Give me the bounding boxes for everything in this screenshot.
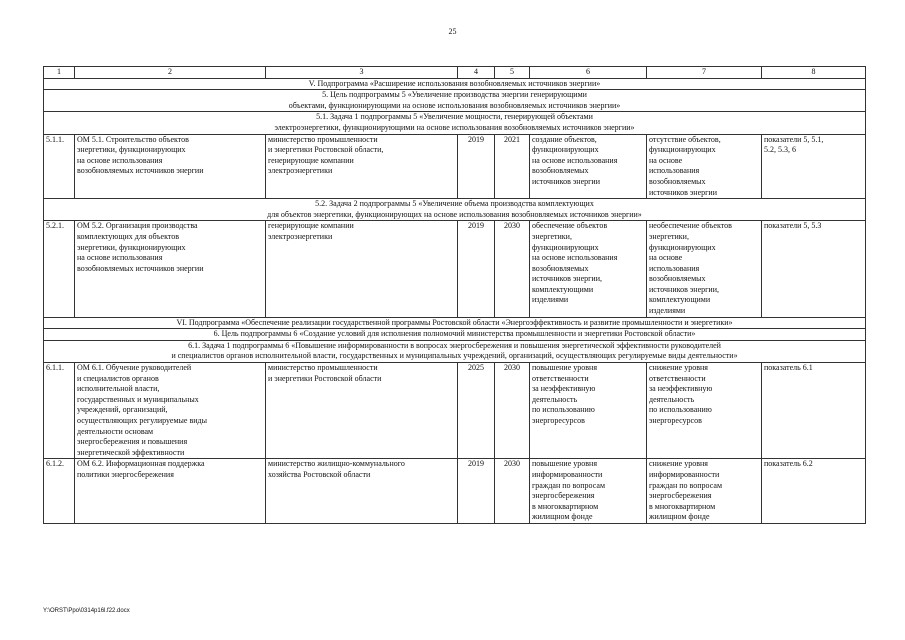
- header-cell: 2: [75, 67, 266, 79]
- start-year: 2019: [458, 221, 495, 317]
- start-year: 2025: [458, 363, 495, 459]
- subprogram5-goal-row: [44, 90, 866, 112]
- header-cell: 3: [266, 67, 458, 79]
- consequence: снижение уровня ответственности за неэффективную деятельность по использованию энергоресурсов: [647, 363, 762, 459]
- subprogram6-goal-row: [44, 329, 866, 341]
- row-number: 6.1.1.: [44, 363, 75, 459]
- end-year: 2030: [495, 363, 530, 459]
- indicators: показатель 6.1: [762, 363, 866, 459]
- header-row: [44, 67, 866, 79]
- subprogram5-goal: 5. Цель подпрограммы 5 «Увеличение производства энергии генерирующими объектами, функционирующими на основе использования возобновляемых источников энергии»: [44, 90, 866, 112]
- consequence: снижение уровня информированности граждан по вопросам энергосбережения в многоквартирном жилищном фонде: [647, 459, 762, 524]
- executor: генерирующие компании электроэнергетики: [266, 221, 458, 317]
- header-cell: 4: [458, 67, 495, 79]
- expected-result: обеспечение объектов энергетики, функционирующих на основе использования возобновляемых источников энергии, комплектующими изделиями: [530, 221, 647, 317]
- consequence: отсутствие объектов, функционирующих на основе использования возобновляемых источников энергии: [647, 134, 762, 199]
- subprogram6-task1: 6.1. Задача 1 подпрограммы 6 «Повышение информированности в вопросах энергосбережения и повышения энергетической эффективности руководителей и специалистов органов исполнительной власти, государственных и муниципальных учреждений, организаций, осуществляющих регулируемые виды деятельности»: [44, 340, 866, 362]
- subprogram5-task1: 5.1. Задача 1 подпрограммы 5 «Увеличение мощности, генерирующей объектами электроэнергетики, функционирующими на основе использования возобновляемых источников энергии»: [44, 112, 866, 134]
- header-cell: 7: [647, 67, 762, 79]
- expected-result: повышение уровня информированности граждан по вопросам энергосбережения в многоквартирном жилищном фонде: [530, 459, 647, 524]
- row-number: 6.1.2.: [44, 459, 75, 524]
- consequence: необеспечение объектов энергетики, функционирующих на основе использования возобновляемых источников энергии, комплектующими изделиями: [647, 221, 762, 317]
- expected-result: повышение уровня ответственности за неэффективную деятельность по использованию энергоресурсов: [530, 363, 647, 459]
- table-row: [44, 134, 866, 199]
- measure-name: ОМ 6.2. Информационная поддержка политики энергосбережения: [75, 459, 266, 524]
- subprogram5-title-row: [44, 78, 866, 90]
- measure-name: ОМ 6.1. Обучение руководителей и специалистов органов исполнительной власти, государственных и муниципальных учреждений, организаций, осуществляющих регулируемые виды деятельности основам энергосбережения и повышения энергетической эффективности: [75, 363, 266, 459]
- subprogram6-title: VI. Подпрограмма «Обеспечение реализации государственной программы Ростовской области «Энергоэффективность и развитие промышленности и энергетики»: [44, 317, 866, 329]
- executor: министерство промышленности и энергетики Ростовской области: [266, 363, 458, 459]
- end-year: 2030: [495, 459, 530, 524]
- header-cell: 6: [530, 67, 647, 79]
- subprogram5-task2: 5.2. Задача 2 подпрограммы 5 «Увеличение объема производства комплектующих для объектов энергетики, функционирующих на основе использования возобновляемых источников энергии»: [44, 199, 866, 221]
- table-row: [44, 459, 866, 524]
- header-cell: 5: [495, 67, 530, 79]
- row-number: 5.2.1.: [44, 221, 75, 317]
- executor: министерство промышленности и энергетики Ростовской области, генерирующие компании электроэнергетики: [266, 134, 458, 199]
- subprogram6-goal: 6. Цель подпрограммы 6 «Создание условий для исполнения полномочий министерства промышленности и энергетики Ростовской области»: [44, 329, 866, 341]
- measure-name: ОМ 5.1. Строительство объектов энергетики, функционирующих на основе использования возобновляемых источников энергии: [75, 134, 266, 199]
- indicators: показатели 5, 5.3: [762, 221, 866, 317]
- subprogram6-task1-row: [44, 340, 866, 362]
- subprogram5-title: V. Подпрограмма «Расширение использования возобновляемых источников энергии»: [44, 78, 866, 90]
- subprogram6-title-row: [44, 317, 866, 329]
- start-year: 2019: [458, 134, 495, 199]
- header-cell: 1: [44, 67, 75, 79]
- file-path-footer: Y:\ORST\Ppo\0314p16l.f22.docx: [43, 608, 130, 614]
- subprogram5-task2-row: [44, 199, 866, 221]
- page-number: 25: [448, 27, 457, 36]
- row-number: 5.1.1.: [44, 134, 75, 199]
- subprogram5-task1-row: [44, 112, 866, 134]
- header-cell: 8: [762, 67, 866, 79]
- measure-name: ОМ 5.2. Организация производства комплектующих для объектов энергетики, функционирующих на основе использования возобновляемых источников энергии: [75, 221, 266, 317]
- indicators: показатели 5, 5.1, 5.2, 5.3, 6: [762, 134, 866, 199]
- start-year: 2019: [458, 459, 495, 524]
- table-row: [44, 221, 866, 317]
- table-row: [44, 363, 866, 459]
- expected-result: создание объектов, функционирующих на основе использования возобновляемых источников энергии: [530, 134, 647, 199]
- measures-table: [43, 66, 866, 524]
- indicators: показатель 6.2: [762, 459, 866, 524]
- executor: министерство жилищно-коммунального хозяйства Ростовской области: [266, 459, 458, 524]
- end-year: 2030: [495, 221, 530, 317]
- end-year: 2021: [495, 134, 530, 199]
